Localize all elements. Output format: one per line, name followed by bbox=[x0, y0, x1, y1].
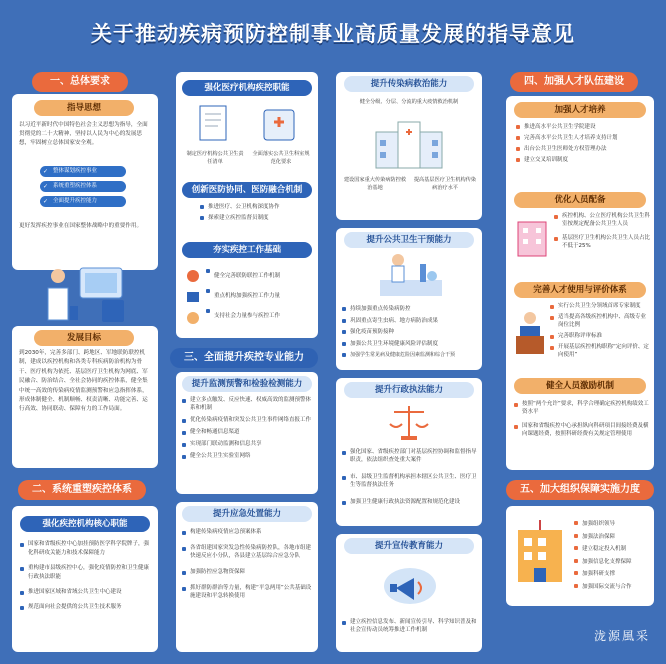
train-heading: 加强人才培养 bbox=[514, 102, 646, 118]
law-heading: 提升行政执法能力 bbox=[344, 382, 474, 398]
intervene-list bbox=[342, 304, 480, 362]
base-item-3: 支持社会力量参与疾控工作 bbox=[206, 306, 280, 326]
intervene-item-2: 巩固重点寄生虫病、地方病防治成果 bbox=[342, 316, 480, 328]
monitor-item-4: 实现部门联动监测和信息共享 bbox=[182, 440, 314, 448]
building-illustration bbox=[512, 214, 552, 258]
law-item-1: 强化国家、省级疾控部门对基层疾控协调和监督指导职责，依法组织查处重大案件 bbox=[342, 448, 478, 464]
base-item-2: 重点机构加强疾控工作力量 bbox=[206, 286, 280, 306]
chip-2: ✓ 系统重塑疾控体系 bbox=[40, 181, 126, 192]
eval-item-1: 实行公共卫生分领域首席专家制度 bbox=[550, 302, 650, 310]
emerg-item-4: 抓好群防群治等力量，构建“平急两用”公共基础设施建设和平急转换使用 bbox=[182, 584, 314, 600]
treat-top: 健全分级、分层、分流的重大疫情救治机制 bbox=[359, 99, 459, 105]
monitor-item-3: 健全和畅通信息渠道 bbox=[182, 428, 314, 436]
edu-item-1: 建立疾控信息发布、新闻宣传引导、科学知识普及和社会宣传动员统筹推进工作机制 bbox=[342, 618, 478, 634]
intervene-item-5: 加强学生常见病及健康危险因素监测和综合干预 bbox=[342, 350, 480, 362]
edu-heading: 提升宣传教育能力 bbox=[344, 538, 474, 554]
eval-item-4: 开展基层疾控机构职称“定向评价、定向使用” bbox=[550, 343, 650, 359]
treat-right: 提高基层医疗卫生机构传染病治疗水平 bbox=[413, 177, 477, 191]
core-item-4: 规范面向社会提供的公共卫生技术服务 bbox=[20, 603, 154, 612]
goal-text: 到2030年，完善多部门、跨地区、军地联防联控机制，建成以疾控机构和各类专科疾病防治机构为骨干、医疗机构为依托、基层医疗卫生机构为网底、军民融合、防治结合、全社会协同的疾控体系，健全集中统一高效的传染病疫情监测预警和应急指挥体系，形成体制健全、机制顺畅、权责清晰、功能完善、运行高效、协同联动、保障有力的工作局面。 bbox=[19, 350, 148, 413]
talent-panel bbox=[506, 96, 654, 470]
doctor-microscope-illustration bbox=[30, 260, 138, 328]
megaphone-illustration bbox=[374, 558, 446, 610]
core-function-panel bbox=[12, 506, 158, 652]
eval-item-2: 适当提高各级疾控机构中、高级专业岗位比例 bbox=[550, 313, 650, 329]
medical-panel bbox=[176, 72, 318, 338]
emergency-panel bbox=[176, 502, 318, 652]
eval-heading: 完善人才使用与评价体系 bbox=[514, 282, 646, 298]
incent-item-2: 国家和省级疾控中心承担纵向科研项目间接经费及横向课题经费，按照科研经费有关规定管理使用 bbox=[514, 422, 650, 438]
emerg-item-2: 各省组建国家突发急性传染病防控队，各地市组建快速反应小分队，各县建立基层综合应急分队 bbox=[182, 544, 314, 560]
document-illustration bbox=[190, 104, 306, 146]
scales-of-justice-icon bbox=[388, 402, 430, 442]
eval-item-3: 完善职称评审标准 bbox=[550, 332, 650, 340]
intervene-heading: 提升公共卫生干预能力 bbox=[344, 232, 474, 248]
org-item-5: 加强科研支撑 bbox=[574, 568, 632, 581]
watermark-seal: 泷源風采 bbox=[593, 629, 650, 643]
monitor-item-5: 健全公共卫生实验室网络 bbox=[182, 452, 314, 460]
innov-item-2: 探索建立疾控监督员制度 bbox=[200, 213, 280, 224]
page-title: 关于推动疾病预防控制事业高质量发展的指导意见 bbox=[91, 22, 575, 46]
section-4-heading: 四、加强人才队伍建设 bbox=[510, 72, 638, 92]
med-right: 全面落实公共卫生科室规范化要求 bbox=[252, 151, 310, 165]
guiding-text: 以习近平新时代中国特色社会主义思想为指导，全面贯彻党的二十大精神，坚持以人民为中心的发展思想，牢固树立总体国家安全观。 bbox=[19, 122, 148, 146]
hospital-illustration bbox=[366, 118, 452, 172]
guiding-panel bbox=[12, 94, 158, 270]
emerg-item-1: 构建传染病疫情应急预案体系 bbox=[182, 528, 314, 536]
core-item-1: 国家和省级疾控中心加挂预防医学科学院牌子，强化科研攻关能力和技术保障能力 bbox=[20, 540, 154, 558]
law-list bbox=[342, 448, 478, 506]
law-panel bbox=[336, 378, 482, 526]
staff-item-2: 基层医疗卫生机构公共卫生人员占比不低于25% bbox=[554, 234, 650, 250]
train-list bbox=[516, 122, 618, 166]
monitor-item-2: 优化传染病疫情和突发公共卫生事件网络直报工作 bbox=[182, 416, 314, 424]
section-3-heading: 三、全面提升疾控专业能力 bbox=[170, 348, 318, 368]
eval-list bbox=[550, 302, 650, 359]
staff-item-1: 疾控机构、公立医疗机构公共卫生科室按规定配备公共卫生人员 bbox=[554, 212, 650, 228]
incent-item-1: 按照“两个允许”要求，科学合理确定疾控机构绩效工资水平 bbox=[514, 400, 650, 416]
education-panel bbox=[336, 534, 482, 652]
intervene-item-1: 持续加强重点传染病防控 bbox=[342, 304, 480, 316]
org-item-3: 建立稳定投入机制 bbox=[574, 543, 632, 556]
intervene-panel bbox=[336, 228, 482, 370]
emerg-list bbox=[182, 528, 314, 600]
emerg-item-3: 加强防控应急物资保障 bbox=[182, 568, 314, 576]
chip-3: ✓ 全面提升疾控能力 bbox=[40, 196, 126, 207]
treatment-panel bbox=[336, 72, 482, 220]
monitor-list bbox=[182, 396, 314, 460]
core-list bbox=[20, 540, 154, 612]
train-item-2: 完善高水平公共卫生人才培养支持计划 bbox=[516, 133, 618, 144]
monitor-heading: 提升监测预警和检验检测能力 bbox=[182, 376, 312, 392]
org-panel bbox=[506, 506, 654, 606]
base-heading: 夯实疾控工作基础 bbox=[182, 242, 312, 258]
train-item-1: 推进高水平公共卫生学院建设 bbox=[516, 122, 618, 133]
incent-heading: 健全人员激励机制 bbox=[514, 378, 646, 394]
goal-panel bbox=[12, 326, 158, 468]
org-item-4: 加强信息化支撑保障 bbox=[574, 556, 632, 569]
base-item-1: 健全完善联防联控工作机制 bbox=[206, 266, 280, 286]
incent-list bbox=[514, 400, 650, 438]
train-item-3: 出台公共卫生医师处方权管理办法 bbox=[516, 144, 618, 155]
edu-list bbox=[342, 618, 478, 634]
core-heading: 强化疾控机构核心职能 bbox=[20, 516, 150, 532]
org-item-2: 加强法治保障 bbox=[574, 531, 632, 544]
staff-list bbox=[554, 212, 650, 250]
podium-illustration bbox=[512, 310, 548, 356]
innov-list bbox=[200, 202, 280, 224]
law-item-3: 加强卫生健康行政执法资源配置和规范化建设 bbox=[342, 498, 478, 506]
section-5-heading: 五、加大组织保障实施力度 bbox=[506, 480, 654, 500]
guiding-tail: 更好发挥疾控事业在国家整体战略中的重要作用。 bbox=[19, 223, 143, 229]
base-icons bbox=[184, 268, 202, 330]
office-building-illustration bbox=[512, 520, 568, 586]
chip-1: ✓ 整体谋划疾控事业 bbox=[40, 166, 126, 177]
core-item-3: 推进国家区域和省域公共卫生中心建设 bbox=[20, 588, 154, 597]
org-list bbox=[574, 518, 632, 593]
section-1-heading: 一、总体要求 bbox=[32, 72, 128, 92]
train-item-4: 建立交叉培训制度 bbox=[516, 155, 618, 166]
lab-illustration bbox=[376, 250, 446, 298]
section-2-heading: 二、系统重塑疾控体系 bbox=[18, 480, 146, 500]
intervene-item-3: 强化疫苗预防接种 bbox=[342, 327, 480, 339]
goal-heading: 发展目标 bbox=[34, 330, 134, 346]
core-item-2: 重构建市县级疾控中心，强化疫情防控和卫生健康行政执法职能 bbox=[20, 564, 154, 582]
staff-heading: 优化人员配备 bbox=[514, 192, 646, 208]
emerg-heading: 提升应急处置能力 bbox=[182, 506, 312, 522]
base-list bbox=[206, 266, 280, 326]
treat-heading: 提升传染病救治能力 bbox=[344, 76, 474, 92]
treat-left: 建设国家重大传染病防控救治基地 bbox=[343, 177, 407, 191]
monitor-panel bbox=[176, 372, 318, 494]
innov-heading: 创新医防协同、医防融合机制 bbox=[182, 182, 312, 198]
org-item-6: 加强国际交流与合作 bbox=[574, 581, 632, 594]
innov-item-1: 推进医疗、公卫机构深度协作 bbox=[200, 202, 280, 213]
monitor-item-1: 建立多点触发、反应快速、权威高效的监测预警体系和机制 bbox=[182, 396, 314, 412]
intervene-item-4: 加强公共卫生环境健康风险评估制度 bbox=[342, 339, 480, 351]
org-item-1: 加强组织领导 bbox=[574, 518, 632, 531]
med-left: 制定医疗机构公共卫生责任清单 bbox=[186, 151, 244, 165]
guiding-heading: 指导思想 bbox=[34, 100, 134, 116]
med-heading: 强化医疗机构疾控职能 bbox=[182, 80, 312, 96]
law-item-2: 市、县级卫生监督机构承担本辖区公共卫生、医疗卫生等监督执法任务 bbox=[342, 473, 478, 489]
